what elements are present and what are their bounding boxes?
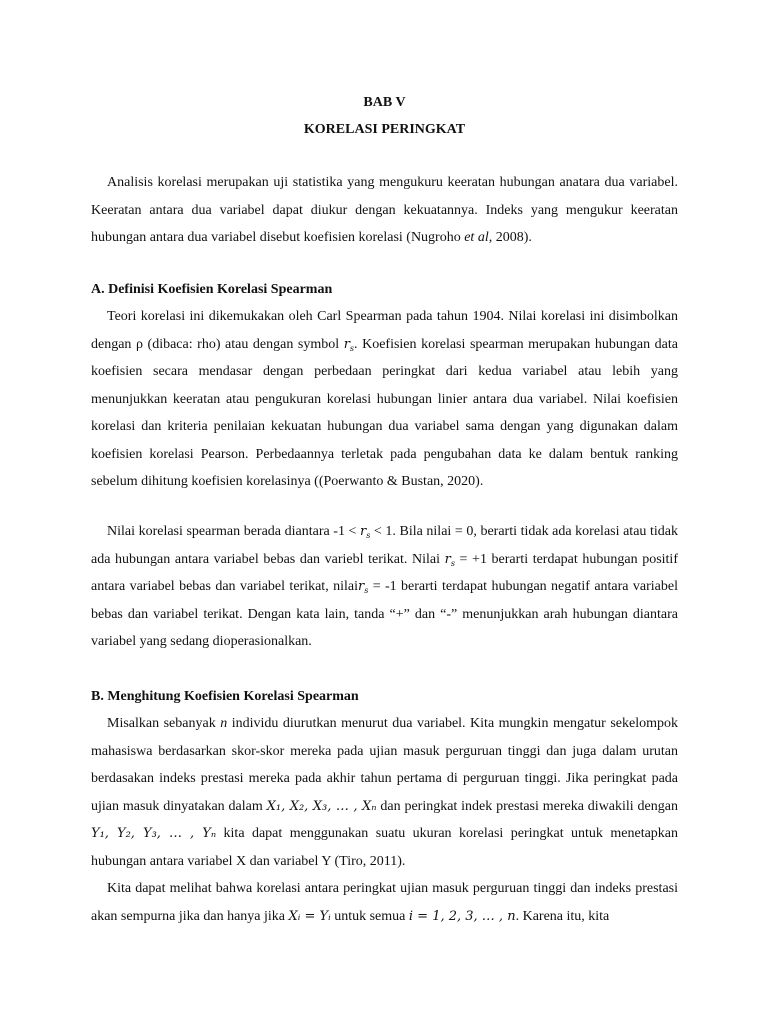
- rs-symbol: $r_s$: [444, 551, 455, 568]
- intro-paragraph: Analisis korelasi merupakan uji statistika yang mengukuru keeratan hubungan anatara dua variabel. Keeratan antara dua variabel dapat diukur dengan kekuatannya. Indeks yang mengukur keeratan hubungan antara dua variabel disebut koefisien korelasi (Nugroho et al, 2008).: [91, 175, 678, 245]
- chapter-title: KORELASI PERINGKAT: [303, 122, 466, 137]
- rs-symbol: $r_s$: [360, 524, 371, 540]
- section-a-paragraph-1: Teori korelasi ini dikemukakan oleh Carl Spearman pada tahun 1904. Nilai korelasi ini disimbolkan dengan ρ (dibaca: rho) atau dengan symbol $r_s$. Koefisien korelasi spearman merupakan hubungan data koefisien secara mendasar dengan perbedaan peringkat dari kedua variabel atau lebih yang menunjukkan keeratan atau pengukuran korelasi hubungan linier antara dua variabel. Nilai koefisien korelasi dan kriteria penilaian kekuatan hubungan dua variabel sama dengan yang digunakan dalam koefisien korelasi Pearson. Perbedaannya terletak pada pengubahan data ke dalam bentuk ranking sebelum dihitung koefisien korelasinya ((Poerwanto & Bustan, 2020).: [91, 309, 678, 489]
- section-b-paragraph-2: Kita dapat melihat bahwa korelasi antara peringkat ujian masuk perguruan tinggi dan indeks prestasi akan sempurna jika dan hanya jika Xᵢ = Yᵢ untuk semua i = 1, 2, 3, … , n. Karena itu, kita: [91, 881, 678, 924]
- xi-equals-yi: Xᵢ = Yᵢ: [288, 908, 331, 924]
- section-b-paragraph-1: Misalkan sebanyak n individu diurutkan menurut dua variabel. Kita mungkin mengatur sekelompok mahasiswa berdasarkan skor-skor mereka pada ujian masuk perguruan tinggi dan juga dalam urutan berdasakan indeks prestasi mereka pada akhir tahun pertama di perguruan tinggi. Jika peringkat pada ujian masuk dinyatakan dalam X₁, X₂, X₃, … , Xₙ dan peringkat indek prestasi mereka diwakili dengan Y₁, Y₂, Y₃, … , Yₙ kita dapat menggunakan suatu ukuran korelasi peringkat untuk menetapkan hubungan antara variabel X dan variabel Y (Tiro, 2011).: [91, 716, 679, 869]
- chapter-label: BAB V: [363, 95, 406, 110]
- rs-symbol: $r_s$: [357, 579, 369, 595]
- section-a-heading: A. Definisi Koefisien Korelasi Spearman: [91, 282, 333, 297]
- x-sequence: X₁, X₂, X₃, … , Xₙ: [266, 798, 377, 814]
- index-range: i = 1, 2, 3, … , n: [408, 908, 516, 924]
- y-sequence: Y₁, Y₂, Y₃, … , Yₙ: [91, 826, 217, 841]
- rs-symbol: $r_s$: [343, 336, 355, 353]
- section-b-heading: B. Menghitung Koefisien Korelasi Spearman: [91, 689, 359, 704]
- section-a-paragraph-2: Nilai korelasi spearman berada diantara $-1 < r_s < 1$. Bila nilai = 0, berarti tidak ada korelasi atau tidak ada hubungan antara variabel bebas dan variebl terikat. Nilai $r_s = +1$ berarti terdapat hubungan positif antara variabel bebas dan variabel terikat, nilair$_s$ = -1 berarti terdapat hubungan negatif antara variabel bebas dan variabel terikat. Dengan kata lain, tanda “+” dan “-” menunjukkan arah hubungan diantara variabel yang sedang dioperasionalkan.: [91, 524, 678, 649]
